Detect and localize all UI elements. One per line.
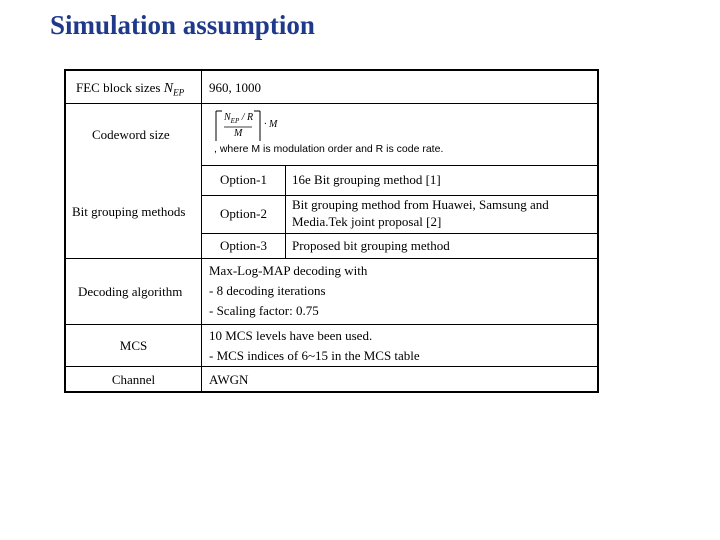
formula-multiplier: · M bbox=[264, 119, 278, 130]
option-3-desc: Proposed bit grouping method bbox=[292, 238, 450, 253]
formula-num-rest: / R bbox=[239, 112, 254, 123]
decoding-label: Decoding algorithm bbox=[78, 284, 183, 299]
fec-label-sub: EP bbox=[173, 87, 185, 98]
decoding-line-3: - Scaling factor: 0.75 bbox=[209, 303, 319, 318]
formula-num-sub: EP bbox=[230, 117, 240, 125]
row-divider bbox=[66, 103, 597, 104]
formula-num-var: N bbox=[224, 112, 231, 123]
option-1-desc: 16e Bit grouping method [1] bbox=[292, 172, 441, 187]
channel-value: AWGN bbox=[209, 372, 249, 387]
option-2-label: Option-2 bbox=[220, 206, 267, 221]
row-divider bbox=[66, 165, 201, 166]
slide-title: Simulation assumption bbox=[50, 10, 315, 40]
option-3-label: Option-3 bbox=[220, 238, 267, 253]
mcs-line-1: 10 MCS levels have been used. bbox=[209, 328, 373, 343]
codeword-label: Codeword size bbox=[92, 127, 170, 142]
decoding-line-2: - 8 decoding iterations bbox=[209, 283, 326, 298]
formula-denominator: M bbox=[234, 128, 243, 139]
option-1-label: Option-1 bbox=[220, 172, 267, 187]
row-divider bbox=[66, 324, 597, 325]
option-divider bbox=[285, 165, 286, 258]
row-divider bbox=[201, 165, 597, 166]
bit-grouping-label: Bit grouping methods bbox=[72, 204, 186, 219]
fec-label-var: N bbox=[163, 81, 174, 96]
decoding-line-1: Max-Log-MAP decoding with bbox=[209, 263, 368, 278]
fec-label bbox=[76, 79, 201, 102]
row-divider bbox=[201, 233, 597, 234]
fec-label-text: FEC block sizes bbox=[76, 80, 164, 95]
channel-label: Channel bbox=[111, 372, 156, 387]
row-divider bbox=[66, 366, 597, 367]
mcs-line-2: - MCS indices of 6~15 in the MCS table bbox=[209, 348, 420, 363]
codeword-explanation: , where M is modulation order and R is code rate. bbox=[214, 143, 444, 155]
codeword-formula bbox=[214, 109, 460, 159]
row-divider bbox=[66, 258, 597, 259]
fec-value: 960, 1000 bbox=[209, 80, 261, 95]
column-divider bbox=[201, 71, 202, 391]
assumption-table bbox=[64, 69, 599, 393]
mcs-label: MCS bbox=[119, 338, 148, 353]
option-2-desc: Bit grouping method from Huawei, Samsung and Media.Tek joint proposal [2] bbox=[292, 197, 549, 229]
